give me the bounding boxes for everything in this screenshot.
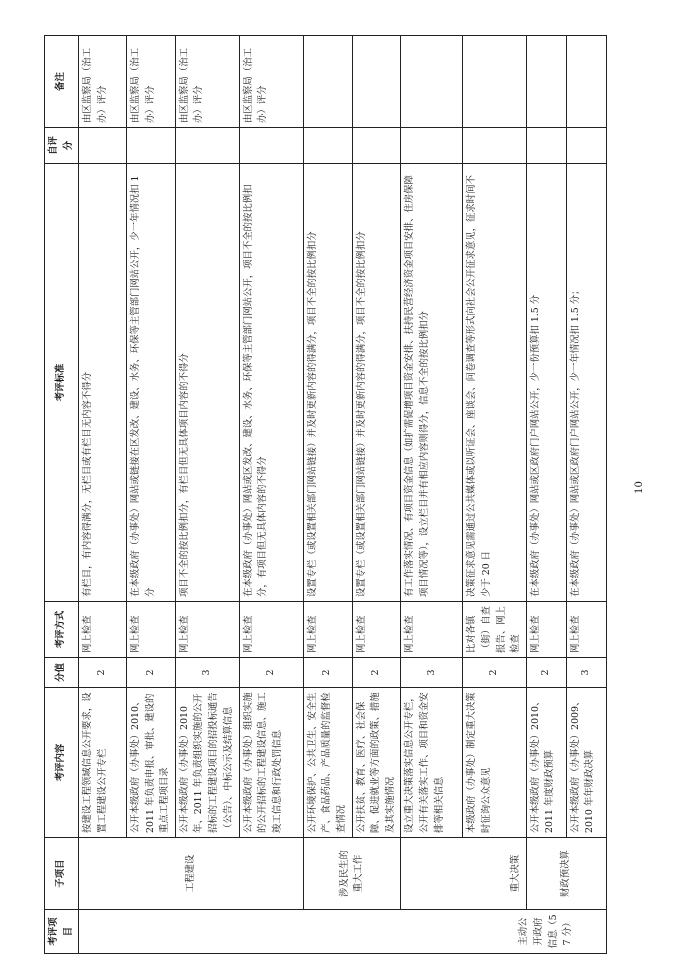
content-cell: 本级政府（办事处）制定重大决策时征询公众意见 <box>463 688 526 838</box>
evaluation-table <box>44 35 607 954</box>
subitem-major-decision: 重大决策 <box>401 838 526 910</box>
header-row <box>45 36 79 954</box>
remark-cell: 由区监察局（治工办）评分 <box>239 36 303 128</box>
method-cell: 网上检查 <box>79 602 127 658</box>
remark-cell <box>303 36 352 128</box>
subitem-livelihood: 涉及民生的 <box>338 850 350 897</box>
subitem-livelihood-major-work <box>303 838 400 910</box>
header-category: 考评项目 <box>45 910 79 954</box>
standard-cell: 有工作落实情况、有项目资金信息（如扩需促增项目资金安排、扶持民营经济资金项目安排、住房保障项目情况等），设立栏目并有相应内容则得分，信息不全的按比例扣分 <box>401 164 463 602</box>
self-score-cell <box>303 128 352 164</box>
method-cell: 网上检查 <box>352 602 401 658</box>
remark-cell <box>463 36 526 128</box>
standard-cell: 在本级政府（办事处）网站或区政府门户网站公开，少一年情况扣 1.5 分； <box>566 164 606 602</box>
header-subitem: 子项目 <box>45 838 79 910</box>
header-remarks: 备注 <box>45 36 79 128</box>
method-cell: 网上检查 <box>127 602 176 658</box>
score-cell: 3 <box>401 658 463 688</box>
self-score-cell <box>79 128 127 164</box>
rotated-table-page <box>44 36 644 954</box>
remark-cell <box>566 36 606 128</box>
remark-cell: 由区监察局（治工办）评分 <box>127 36 176 128</box>
subitem-finance: 财政预决算 <box>526 838 606 910</box>
self-score-cell <box>239 128 303 164</box>
score-cell: 2 <box>127 658 176 688</box>
standard-cell: 在本级政府（办事处）网站或区政府门户网站公开，少一份预算扣 1.5 分 <box>526 164 566 602</box>
content-cell: 公开本级政府（办事处）2009、2010 年年财政决算 <box>566 688 606 838</box>
score-cell: 2 <box>463 658 526 688</box>
standard-cell: 设置专栏（或设置相关部门网站链接）并及时更新内容的得满分，项目不全的按比例扣分 <box>303 164 352 602</box>
method-cell: 网上检查 <box>303 602 352 658</box>
method-cell: 比对各镇（街）自查报告、网上检查 <box>463 602 526 658</box>
subitem-major-work: 重大工作 <box>353 854 365 893</box>
score-cell: 3 <box>175 658 239 688</box>
self-score-cell <box>566 128 606 164</box>
table-row <box>566 36 606 954</box>
standard-cell: 项目不全的按比例扣分，有栏目但无具体项目内容的不得分 <box>175 164 239 602</box>
score-cell: 2 <box>352 658 401 688</box>
content-cell: 按建设工程领域信息公开要求，设置工程建设公开专栏 <box>79 688 127 838</box>
score-cell: 2 <box>526 658 566 688</box>
content-cell: 公开扶贫、教育、医疗、社会保障、促进就业等方面的政策、措施及其实施情况 <box>352 688 401 838</box>
remark-cell: 由区监察局（治工办）评分 <box>175 36 239 128</box>
self-score-cell <box>463 128 526 164</box>
table-row <box>401 36 463 954</box>
self-score-cell <box>352 128 401 164</box>
standard-cell: 在本级政府（办事处）网站或链接在区发改、建设、水务、环保等主管部门网站公开，少一年情况扣 1 分 <box>127 164 176 602</box>
content-cell: 公开本级政府（办事处）2010、2011 年负责申报、审批、建设的重点工程项目录 <box>127 688 176 838</box>
method-cell: 网上检查 <box>401 602 463 658</box>
table-row <box>239 36 303 954</box>
remark-cell <box>526 36 566 128</box>
content-cell: 公开本级政府（办事处）2010 年、2011 年负责组织实施的公开招标的工程建设项目的招投标通告（公告）、中标公示及结算信息 <box>175 688 239 838</box>
self-score-cell <box>401 128 463 164</box>
standard-cell: 有栏目，有内容得满分，无栏目或有栏目无内容不得分 <box>79 164 127 602</box>
table-row <box>79 36 127 954</box>
self-score-cell <box>526 128 566 164</box>
score-cell: 2 <box>303 658 352 688</box>
self-score-cell <box>127 128 176 164</box>
header-score: 分值 <box>45 658 79 688</box>
table-row <box>127 36 176 954</box>
standard-cell: 设置专栏（或设置相关部门网站链接）并及时更新内容的得满分，项目不全的按比例扣分 <box>352 164 401 602</box>
method-cell: 网上检查 <box>175 602 239 658</box>
self-score-cell <box>175 128 239 164</box>
content-cell: 设立重大决策落实信息公开专栏，公开有关落实工作、项目和资金安排等相关信息 <box>401 688 463 838</box>
content-cell: 公开本级政府（办事处）组织实施的公开招标的工程建设信息、施工竣工信息和行政处罚信息 <box>239 688 303 838</box>
header-content: 考评内容 <box>45 688 79 838</box>
header-self-score: 自评分 <box>45 128 79 164</box>
remark-cell: 由区监察局（治工办）评分 <box>79 36 127 128</box>
category-cell: 主动公开政府信息（57 分） <box>79 910 607 954</box>
header-standard: 考评标准 <box>45 164 79 602</box>
method-cell: 网上检查 <box>566 602 606 658</box>
header-method: 考评方式 <box>45 602 79 658</box>
table-row <box>463 36 526 954</box>
table-row <box>526 36 566 954</box>
table-row <box>352 36 401 954</box>
score-cell: 2 <box>79 658 127 688</box>
method-cell: 网上检查 <box>239 602 303 658</box>
page-number: 10 <box>633 481 645 494</box>
subitem-engineering: 工程建设 <box>79 838 304 910</box>
remark-cell <box>352 36 401 128</box>
standard-cell: 决策征求意见需通过公共媒体或以听证会、座谈会、问卷调查等形式向社会公开征求意见，征求时间不少于 20 日 <box>463 164 526 602</box>
table-row <box>175 36 239 954</box>
score-cell: 3 <box>566 658 606 688</box>
content-cell: 公开本级政府（办事处）2010、2011 年度财政预算 <box>526 688 566 838</box>
method-cell: 网上检查 <box>526 602 566 658</box>
remark-cell <box>401 36 463 128</box>
content-cell: 公开环境保护、公共卫生、安全生产、食品药品、产品质量的监督检查情况 <box>303 688 352 838</box>
standard-cell: 在本级政府（办事处）网站或区发改、建设、水务、环保等主管部门网站公开，项目不全的按比例扣分，有项目但无具体内容的不得分 <box>239 164 303 602</box>
score-cell: 2 <box>239 658 303 688</box>
table-row <box>303 36 352 954</box>
